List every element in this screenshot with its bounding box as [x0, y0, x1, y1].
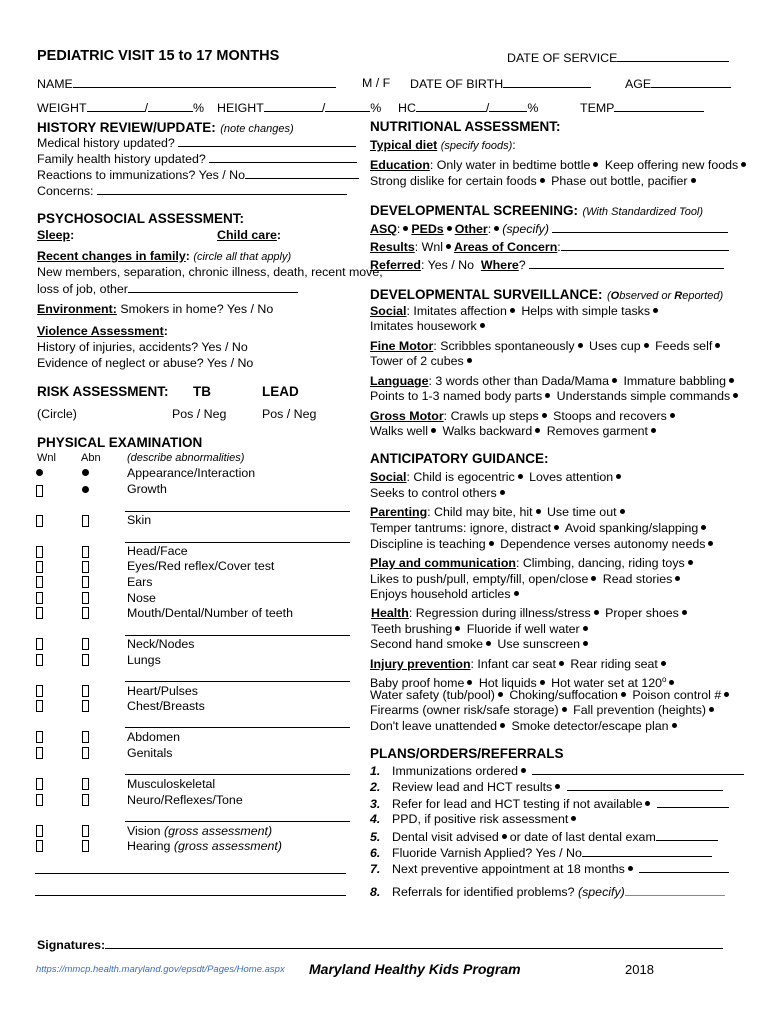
- plan-text-8-extra: (specify): [577, 885, 625, 899]
- skin-wnl-checkbox[interactable]: [36, 515, 43, 527]
- eyes-abn-checkbox[interactable]: [82, 561, 89, 573]
- hearing-note: (gross assessment): [173, 839, 282, 853]
- guid-par-2: Use time out: [546, 505, 617, 519]
- medical-history-field[interactable]: [37, 135, 356, 151]
- surv-social-3: Imitates housework: [370, 319, 477, 333]
- surv-fine-1: Scribbles spontaneously: [440, 339, 575, 353]
- guid-social-3: Seeks to control others: [370, 486, 497, 500]
- plan-num-4: 4.: [370, 812, 381, 826]
- exam-skin: Skin: [127, 513, 152, 527]
- guid-health-6: Use sunscreen: [497, 637, 581, 651]
- specify-foods-note: (specify foods): [440, 140, 513, 152]
- guid-inj-2: Rear riding seat: [570, 657, 658, 671]
- ears-wnl-checkbox[interactable]: [36, 576, 43, 588]
- sleep-label: Sleep: [37, 228, 71, 242]
- other-label: Other: [454, 222, 488, 236]
- growth-wnl-checkbox[interactable]: [36, 485, 43, 497]
- neglect-question[interactable]: Evidence of neglect or abuse? Yes / No: [37, 356, 254, 370]
- exam-hearing: [127, 839, 282, 854]
- abn-header: Abn: [81, 452, 101, 464]
- guid-inj-1: Infant car seat: [477, 657, 556, 671]
- exam-mouth: Mouth/Dental/Number of teeth: [127, 606, 293, 620]
- exam-chest: Chest/Breasts: [127, 699, 205, 713]
- family-history-label: Family health history updated?: [37, 152, 206, 166]
- plan-item-8[interactable]: [370, 884, 725, 900]
- describe-header: (describe abnormalities): [127, 452, 245, 464]
- edu-item-3: Strong dislike for certain foods: [370, 174, 537, 188]
- guid-health-row-3: [370, 637, 591, 652]
- weight-pct: %: [193, 101, 205, 115]
- child-care-colon: :: [276, 228, 282, 242]
- guid-health-4: Fluoride if well water: [466, 622, 580, 636]
- height-field[interactable]: [217, 100, 381, 116]
- recent-changes-label: Recent changes in family: [37, 249, 186, 263]
- surv-lang-2: Immature babbling: [623, 374, 727, 388]
- neck-abn-checkbox[interactable]: [82, 638, 89, 650]
- plan-num-6: 6.: [370, 846, 381, 860]
- psychosocial-title: PSYCHOSOCIAL ASSESSMENT:: [37, 211, 245, 226]
- nutrition-education-row: Education: Only water in bedtime bottle Keep offering new foods: [370, 158, 749, 173]
- chest-wnl-checkbox[interactable]: [36, 700, 43, 712]
- edu-item-1: Only water in bedtime bottle: [436, 158, 591, 172]
- guid-social-label: Social: [370, 470, 407, 484]
- asq-row[interactable]: ASQ: PEDs Other: (specify): [370, 221, 728, 237]
- hc-label: HC: [398, 101, 416, 115]
- surv-language-label: Language: [370, 374, 429, 388]
- surv-language-row: Language: 3 words other than Dada/Mama Immature babbling: [370, 374, 737, 389]
- guid-inj-8: Poison control #: [632, 688, 722, 702]
- guid-play-label: Play and communication: [370, 556, 516, 570]
- dob-label: DATE OF BIRTH: [410, 77, 504, 91]
- hc-field[interactable]: [398, 100, 538, 116]
- surv-gross-1: Crawls up steps: [450, 409, 539, 423]
- guid-injury-row-5: [370, 719, 680, 734]
- plan-text-7: Next preventive appointment at 18 months: [392, 862, 625, 876]
- weight-slash: /: [144, 101, 149, 115]
- ears-abn-checkbox[interactable]: [82, 576, 89, 588]
- height-label: HEIGHT: [217, 101, 264, 115]
- vision-abn-checkbox[interactable]: [82, 825, 89, 837]
- footer-year: 2018: [625, 962, 654, 977]
- weight-label: WEIGHT: [37, 101, 87, 115]
- surv-lang-3: Points to 1-3 named body parts: [370, 389, 543, 403]
- guid-par-1: Child may bite, hit: [434, 505, 533, 519]
- edu-item-4: Phase out bottle, pacifier: [551, 174, 688, 188]
- plan-text-6: Fluoride Varnish Applied? Yes / No: [392, 846, 582, 860]
- guid-inj-5: Hot water set at 120: [551, 676, 663, 691]
- name-label: NAME: [37, 77, 73, 91]
- physical-title: PHYSICAL EXAMINATION: [37, 435, 203, 450]
- circle-note: (Circle): [37, 407, 77, 421]
- guid-social-1: Child is egocentric: [413, 470, 515, 484]
- head-wnl-checkbox[interactable]: [36, 546, 43, 558]
- hc-pct: %: [527, 101, 539, 115]
- age-field[interactable]: [625, 76, 731, 92]
- surv-gross-label: Gross Motor: [370, 409, 444, 423]
- observed-letter: O: [610, 290, 620, 302]
- edu-item-2: Keep offering new foods: [604, 158, 739, 172]
- neck-wnl-checkbox[interactable]: [36, 638, 43, 650]
- guid-health-3: Teeth brushing: [371, 622, 453, 636]
- exam-lungs: Lungs: [127, 653, 161, 667]
- plan-item-6[interactable]: [370, 845, 712, 861]
- guid-par-6: Dependence verses autonomy needs: [500, 537, 706, 551]
- lungs-abn-checkbox[interactable]: [82, 654, 89, 666]
- plan-item-7[interactable]: [370, 861, 729, 877]
- surv-gross-5: Removes garment: [546, 424, 648, 438]
- guid-inj-12: Smoke detector/escape plan: [511, 719, 669, 733]
- observed-rest: bserved or: [619, 290, 675, 302]
- guid-inj-7: Choking/suffocation: [509, 688, 618, 702]
- hearing-abn-checkbox[interactable]: [82, 840, 89, 852]
- plan-num-7: 7.: [370, 862, 381, 876]
- program-name: Maryland Healthy Kids Program: [309, 961, 521, 977]
- abdomen-wnl-checkbox[interactable]: [36, 731, 43, 743]
- guid-health-row-2: [371, 622, 591, 637]
- exam-notes-line-1[interactable]: [35, 873, 346, 874]
- plan-num-3: 3.: [370, 797, 381, 811]
- guid-inj-10: Fall prevention (heights): [573, 703, 707, 717]
- exam-abdomen: Abdomen: [127, 730, 181, 744]
- surv-lang-1: 3 words other than Dada/Mama: [435, 374, 609, 388]
- guid-social-2: Loves attention: [529, 470, 614, 484]
- appearance-wnl-check[interactable]: [36, 469, 43, 476]
- lead-label: LEAD: [262, 384, 299, 399]
- exam-ears: Ears: [127, 575, 153, 589]
- child-care-label: Child care: [217, 228, 277, 242]
- surv-social-row-2: [370, 319, 488, 334]
- guid-health-2: Proper shoes: [605, 606, 679, 620]
- immunization-reactions-label: Reactions to immunizations? Yes / No: [37, 168, 245, 182]
- eyes-wnl-checkbox[interactable]: [36, 561, 43, 573]
- where-label: Where: [480, 258, 519, 272]
- abdomen-abn-checkbox[interactable]: [82, 731, 89, 743]
- sleep-field[interactable]: [37, 228, 74, 243]
- hc-slash: /: [485, 101, 490, 115]
- guid-play-row-3: [370, 587, 522, 602]
- immunization-reactions-field[interactable]: [37, 167, 359, 183]
- tb-label: TB: [193, 384, 211, 399]
- plan-text-4: PPD, if positive risk assessment: [392, 812, 569, 826]
- exam-appearance: Appearance/Interaction: [127, 466, 256, 480]
- circle-all-note: (circle all that apply): [193, 251, 292, 263]
- heart-abn-checkbox[interactable]: [82, 685, 89, 697]
- reported-rest: eported): [682, 290, 724, 302]
- lead-result[interactable]: Pos / Neg: [262, 407, 317, 421]
- nutrition-title: NUTRITIONAL ASSESSMENT:: [370, 119, 561, 134]
- guid-play-2: Likes to push/pull, empty/fill, open/close: [370, 572, 589, 586]
- guid-parenting-label: Parenting: [370, 505, 428, 519]
- surv-social-1: Imitates affection: [413, 304, 507, 318]
- surv-gross-2: Stoops and recovers: [553, 409, 667, 423]
- dev-screening-tool: (With Standardized Tool): [582, 206, 704, 218]
- surv-fine-4: Tower of 2 cubes: [370, 354, 464, 368]
- dob-field[interactable]: [410, 76, 591, 92]
- areas-label: Areas of Concern: [454, 240, 558, 254]
- surv-fine-row: Fine Motor: Scribbles spontaneously Uses cup Feeds self: [370, 339, 723, 354]
- guid-parenting-row-2: [370, 521, 709, 536]
- page-title: PEDIATRIC VISIT 15 to 17 MONTHS: [37, 48, 280, 64]
- exam-eyes: Eyes/Red reflex/Cover test: [127, 559, 275, 573]
- surv-gross-row-2: [370, 424, 659, 439]
- environment-label: Environment:: [37, 302, 117, 316]
- surv-lang-4: Understands simple commands: [556, 389, 731, 403]
- dev-screening-heading: [370, 202, 703, 220]
- mouth-abn-checkbox[interactable]: [82, 607, 89, 619]
- surv-social-2: Helps with simple tasks: [521, 304, 651, 318]
- violence-heading: [37, 324, 168, 339]
- guid-parenting-row-3: [370, 537, 716, 552]
- guid-injury-label: Injury prevention: [370, 657, 471, 671]
- guid-parenting-row: Parenting: Child may bite, hit Use time out: [370, 505, 628, 520]
- surv-fine-2: Uses cup: [589, 339, 641, 353]
- temp-label: TEMP: [580, 101, 615, 115]
- peds-label: PEDs: [411, 222, 444, 236]
- results-label: Results: [370, 240, 415, 254]
- guid-health-5: Second hand smoke: [370, 637, 483, 651]
- plan-text-5: Dental visit advised: [392, 830, 499, 844]
- education-label: Education: [370, 158, 430, 172]
- guid-play-row-2: [370, 572, 683, 587]
- plans-title: PLANS/ORDERS/REFERRALS: [370, 746, 564, 761]
- plan-item-4[interactable]: [370, 812, 579, 827]
- surv-language-row-2: [370, 389, 741, 404]
- changes-options[interactable]: New members, separation, chronic illness, death, recent move,: [37, 265, 383, 279]
- plan-item-3[interactable]: [370, 796, 729, 812]
- referred-yes-no: Yes / No: [427, 258, 475, 272]
- exam-notes-line-2[interactable]: [35, 895, 346, 896]
- dev-surveillance-heading: DEVELOPMENTAL SURVEILLANCE: (Observed or Reported): [370, 287, 724, 302]
- genitals-wnl-checkbox[interactable]: [36, 747, 43, 759]
- surv-social-row: Social: Imitates affection Helps with simple tasks: [370, 304, 661, 319]
- surv-gross-3: Walks well: [370, 424, 429, 438]
- lungs-wnl-checkbox[interactable]: [36, 654, 43, 666]
- date-of-service-label: DATE OF SERVICE: [507, 51, 618, 65]
- referred-label: Referred: [370, 258, 421, 272]
- guid-par-3: Temper tantrums: ignore, distract: [370, 521, 552, 535]
- name-field[interactable]: [37, 76, 336, 92]
- recent-changes-colon: :: [185, 249, 190, 263]
- guid-par-4: Avoid spanking/slapping: [564, 521, 699, 535]
- exam-musculoskeletal: Musculoskeletal: [127, 777, 216, 791]
- guid-play-3: Read stories: [602, 572, 673, 586]
- neuro-abn-checkbox[interactable]: [82, 794, 89, 806]
- genitals-abn-checkbox[interactable]: [82, 747, 89, 759]
- vision-note: (gross assessment): [163, 824, 273, 838]
- concerns-label: Concerns:: [37, 184, 94, 198]
- exam-neuro: Neuro/Reflexes/Tone: [127, 793, 243, 807]
- guid-health-1: Regression during illness/stress: [415, 606, 591, 620]
- results-wnl: Wnl: [421, 240, 443, 254]
- guid-injury-row-4: [370, 703, 717, 718]
- guid-play-4: Enjoys household articles: [370, 587, 511, 601]
- typical-diet-label: Typical diet: [370, 138, 438, 152]
- tb-result[interactable]: Pos / Neg: [172, 407, 227, 421]
- age-label: AGE: [625, 77, 652, 91]
- specify-note: (specify): [502, 222, 550, 236]
- guidance-title: ANTICIPATORY GUIDANCE:: [370, 451, 549, 466]
- footer-url[interactable]: https://mmcp.health.maryland.gov/epsdt/Pages/Home.aspx: [36, 964, 285, 975]
- appearance-abn-check[interactable]: [82, 469, 89, 476]
- height-pct: %: [370, 101, 382, 115]
- plan-num-8: 8.: [370, 885, 381, 899]
- violence-colon: :: [163, 324, 168, 338]
- changes-other-label: loss of job, other: [37, 282, 128, 296]
- nutrition-education-row-2: [370, 174, 699, 189]
- guid-inj-3: Baby proof home: [370, 676, 465, 691]
- weight-field[interactable]: [37, 100, 204, 116]
- mouth-wnl-checkbox[interactable]: [36, 607, 43, 619]
- surv-fine-3: Feeds self: [655, 339, 713, 353]
- wnl-header: Wnl: [37, 452, 56, 464]
- exam-heart: Heart/Pulses: [127, 684, 198, 698]
- exam-head: Head/Face: [127, 544, 188, 558]
- medical-history-label: Medical history updated?: [37, 136, 175, 150]
- vision-label: Vision: [127, 824, 161, 838]
- plan-text-1: Immunizations ordered: [392, 764, 519, 778]
- height-slash: /: [321, 101, 326, 115]
- surv-fine-label: Fine Motor: [370, 339, 434, 353]
- heart-wnl-checkbox[interactable]: [36, 685, 43, 697]
- guid-inj-4: Hot liquids: [478, 676, 537, 691]
- plan-item-5[interactable]: [370, 829, 718, 845]
- plan-num-2: 2.: [370, 780, 381, 794]
- neuro-wnl-checkbox[interactable]: [36, 794, 43, 806]
- growth-abn-check[interactable]: [82, 486, 89, 493]
- recent-changes-heading: [37, 249, 291, 265]
- hearing-wnl-checkbox[interactable]: [36, 840, 43, 852]
- family-history-field[interactable]: [37, 151, 357, 167]
- chest-abn-checkbox[interactable]: [82, 700, 89, 712]
- asq-label: ASQ: [370, 222, 397, 236]
- plan-item-1[interactable]: [370, 763, 744, 779]
- guid-par-5: Discipline is teaching: [370, 537, 486, 551]
- hearing-label: Hearing: [127, 839, 171, 853]
- signatures-label: Signatures:: [37, 938, 106, 952]
- vision-wnl-checkbox[interactable]: [36, 825, 43, 837]
- surv-social-label: Social: [370, 304, 407, 318]
- skin-abn-checkbox[interactable]: [82, 515, 89, 527]
- date-of-service-field[interactable]: [507, 50, 729, 66]
- guid-inj-11: Don't leave unattended: [370, 719, 498, 733]
- temp-field[interactable]: [580, 100, 704, 116]
- exam-genitals: Genitals: [127, 746, 173, 760]
- exam-vision: [127, 824, 272, 839]
- guid-inj-9: Firearms (owner risk/safe storage): [370, 703, 559, 717]
- nose-abn-checkbox[interactable]: [82, 592, 89, 604]
- guid-inj-6: Water safety (tub/pool): [370, 688, 495, 702]
- surv-fine-row-2: [370, 354, 475, 369]
- exam-nose: Nose: [127, 591, 156, 605]
- surv-gross-row: Gross Motor: Crawls up steps Stoops and recovers: [370, 409, 678, 424]
- history-title: HISTORY REVIEW/UPDATE:: [37, 120, 216, 135]
- guid-play-row: Play and communication: Climbing, dancing, riding toys: [370, 556, 696, 571]
- reported-letter: R: [674, 290, 683, 302]
- plan-text-8: Referrals for identified problems?: [392, 885, 575, 899]
- plan-num-1: 1.: [370, 764, 381, 778]
- guid-health-label: Health: [371, 606, 409, 620]
- concerns-field[interactable]: [37, 183, 347, 199]
- musculoskeletal-wnl-checkbox[interactable]: [36, 778, 43, 790]
- risk-title: RISK ASSESSMENT:: [37, 384, 169, 399]
- typical-diet-row[interactable]: Typical diet (specify foods):: [370, 138, 516, 152]
- environment-row[interactable]: [37, 302, 273, 317]
- dev-surveillance-title: DEVELOPMENTAL SURVEILLANCE: [370, 287, 599, 302]
- signatures-field[interactable]: [37, 937, 723, 953]
- degree-mark: o: [662, 675, 667, 684]
- violence-label: Violence Assessment: [37, 324, 164, 338]
- plan-item-2[interactable]: [370, 779, 723, 795]
- guid-social-row-2: [370, 486, 508, 501]
- guid-injury-row: Injury prevention: Infant car seat Rear riding seat: [370, 657, 669, 672]
- changes-other-field[interactable]: [37, 281, 298, 297]
- musculoskeletal-abn-checkbox[interactable]: [82, 778, 89, 790]
- plan-text-3: Refer for lead and HCT testing if not available: [392, 797, 643, 811]
- child-care-field[interactable]: [217, 228, 281, 243]
- plan-text-5-extra: or date of last dental exam: [509, 830, 656, 844]
- guid-social-row: Social: Child is egocentric Loves attention: [370, 470, 624, 485]
- dev-screening-title: DEVELOPMENTAL SCREENING:: [370, 203, 579, 218]
- guid-health-row: Health: Regression during illness/stress Proper shoes: [371, 606, 690, 621]
- plan-num-5: 5.: [370, 830, 381, 844]
- results-row[interactable]: Results: Wnl Areas of Concern:: [370, 239, 729, 255]
- sex-select[interactable]: M / F: [362, 76, 391, 90]
- guid-play-1: Climbing, dancing, riding toys: [522, 556, 685, 570]
- sleep-colon: :: [70, 228, 75, 242]
- exam-neck: Neck/Nodes: [127, 637, 195, 651]
- exam-growth: Growth: [127, 482, 167, 496]
- nose-wnl-checkbox[interactable]: [36, 592, 43, 604]
- surv-gross-4: Walks backward: [442, 424, 533, 438]
- head-abn-checkbox[interactable]: [82, 546, 89, 558]
- referred-row[interactable]: Referred: Yes / No Where?: [370, 257, 724, 273]
- guid-injury-row-3: [370, 688, 732, 703]
- history-note: (note changes): [220, 123, 294, 135]
- plan-text-2: Review lead and HCT results: [392, 780, 553, 794]
- smokers-question: Smokers in home? Yes / No: [120, 302, 274, 316]
- injuries-question[interactable]: History of injuries, accidents? Yes / No: [37, 340, 248, 354]
